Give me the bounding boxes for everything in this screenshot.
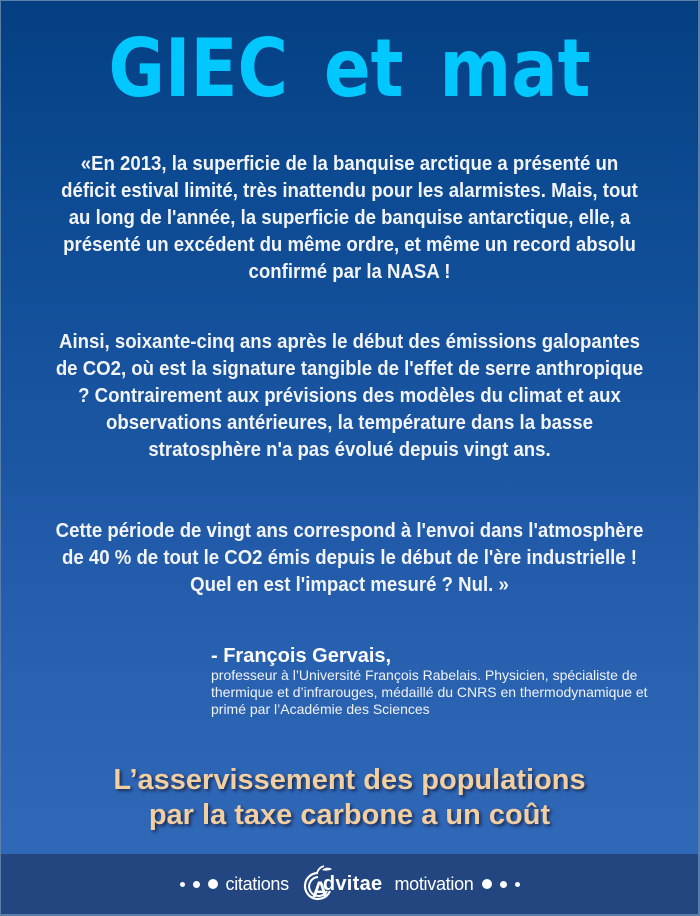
dot-icon	[208, 879, 218, 889]
dot-icon	[193, 881, 200, 888]
quote-paragraph-2: Ainsi, soixante-cinq ans après le début des émissions galopantes de CO2, où est la signature tangible de l'effet de serre anthropique ? Contrairement aux prévisions des modèles du climat et aux observations antérieures, la température dans la basse stratosphère n'a pas évolué depuis vingt ans.	[55, 331, 644, 461]
svg-text:A: A	[311, 877, 328, 902]
slogan	[1, 763, 698, 833]
author-bio: professeur à l’Université François Rabelais. Physicien, spécialiste de thermique et d’infrarouges, médaillé du CNRS en thermodynamique et primé par l’Académie des Sciences	[211, 667, 648, 717]
footer-motivation-label: motivation	[394, 873, 474, 894]
advitae-logo-text: dvitae	[322, 872, 383, 895]
poster	[1, 1, 698, 914]
quote-paragraph-1: «En 2013, la superficie de la banquise arctique a présenté un déficit estival limité, très inattendu pour les alarmistes. Mais, tout au long de l'année, la superficie de banquise antarctique, elle, a présenté un excédent du même ordre, et même un record absolu confirmé par la NASA !	[61, 153, 638, 283]
dot-icon	[180, 882, 185, 887]
advitae-logo[interactable]	[301, 864, 383, 904]
slogan-line-1: L’asservissement des populations	[113, 764, 586, 796]
decorative-dots-right	[482, 879, 520, 889]
author-name: - François Gervais,	[211, 645, 392, 667]
author-block	[211, 645, 681, 718]
dot-icon	[515, 882, 520, 887]
dot-icon	[482, 879, 492, 889]
footer-brand-bar	[1, 854, 698, 914]
footer-citations-label: citations	[225, 873, 289, 894]
quote-paragraph-3: Cette période de vingt ans correspond à l'envoi dans l'atmosphère de 40 % de tout le CO2 émis depuis le début de l'ère industrielle ! Quel en est l'impact mesuré ? Nul. »	[55, 520, 644, 596]
dot-icon	[500, 881, 507, 888]
slogan-line-2: par la taxe carbone a un coût	[148, 799, 551, 831]
decorative-dots-left	[180, 879, 218, 889]
page-title: GIEC et mat	[108, 22, 591, 115]
